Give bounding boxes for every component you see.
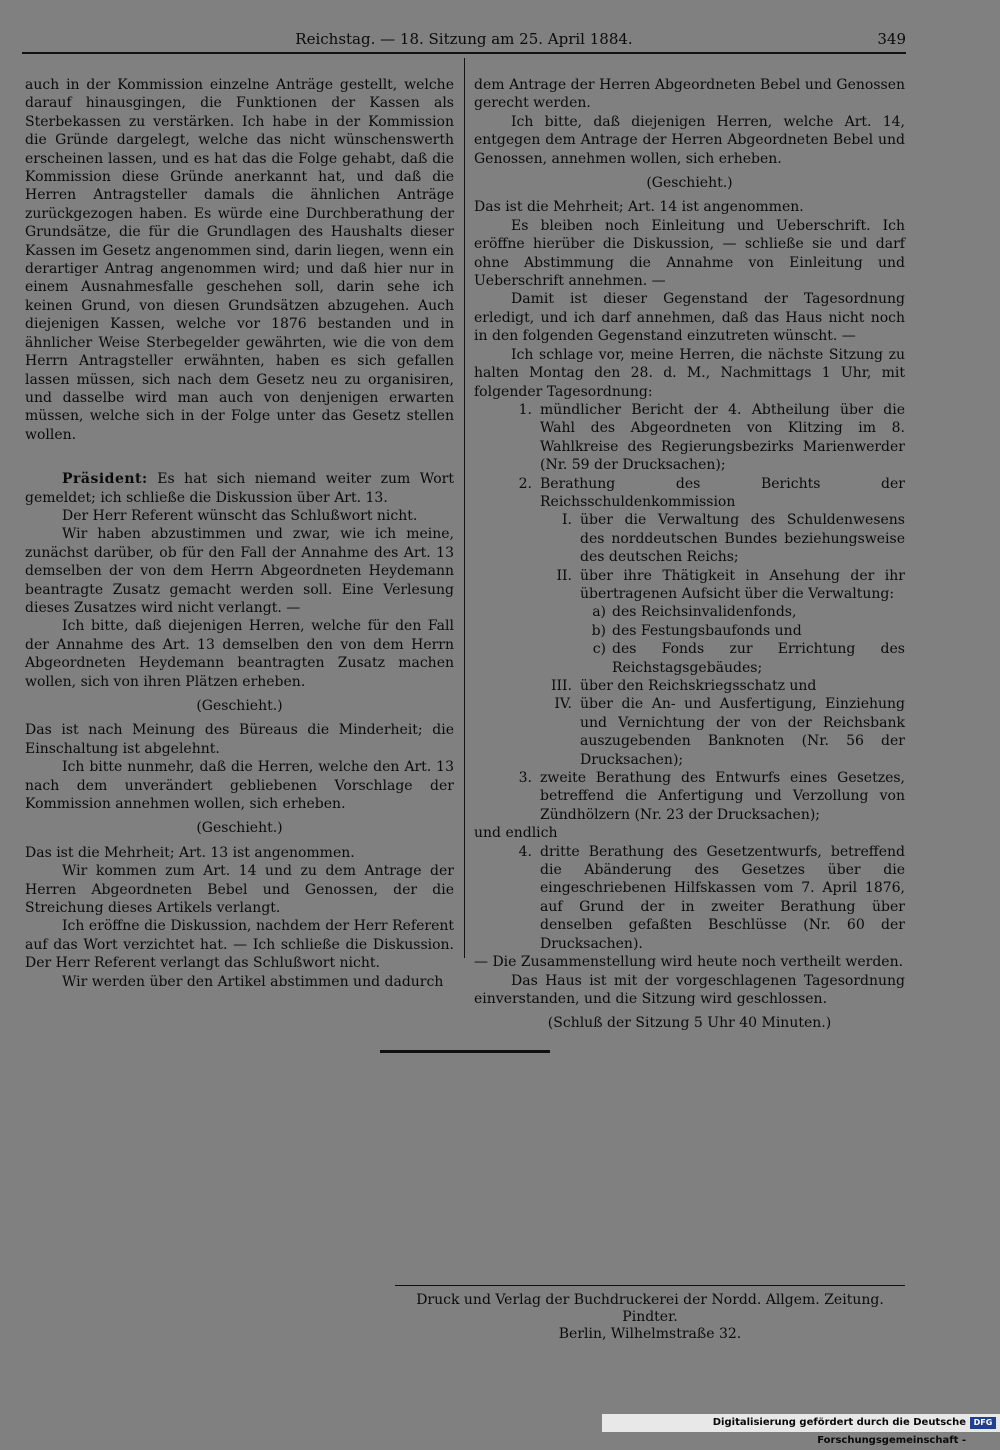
agenda-subsubitem [580,622,905,640]
agenda-subitem [532,677,905,695]
agenda-subsublist [580,603,905,677]
agenda-list [474,843,905,953]
paragraph: auch in der Kommission einzelne Anträge gestellt, welche darauf hinausgingen, die Funktionen der Kassen als Sterbekassen zu verstärken. Ich habe in der Kommission die Gründe dargelegt, welche das nicht wünschenswerth erscheinen lassen, und es hat das die Folge gehabt, daß die Kommission diese Gründe anerkannt hat, und daß die Herren Antragsteller damals die ähnlichen Anträge zurückgezogen haben. Es würde eine Durchberathung der Grundsätze, die für die Grundlagen des Haushalts dieser Kassen im Gesetz angenommen sind, darin liegen, wenn ein derartiger Antrag angenommen wird; und daß hier nur in einem Ausnahmesfalle geschehen soll, darin sehe ich keinen Grund, von diesen Grundsätzen abzugehen. Auch diejenigen Kassen, welche vor 1876 bestanden und in ähnlicher Weise Sterbegelder gewährten, wie die von dem Herrn Antragsteller erwähnten, haben es sich gefallen lassen müssen, sich nach dem Gesetz neu zu organisiren, und dasselbe wird man auch von denjenigen erwarten müssen, welche sich in der Folge unter das Gesetz stellen wollen. [25,77,454,443]
agenda-sublist [532,511,905,603]
item-text: dritte Berathung des Gesetzentwurfs, betreffend die Abänderung des Gesetzes über die eingeschriebenen Hilfskassen vom 7. April 1876, auf Grund der in zweiter Berathung über denselben gefaßten Beschlüsse (Nr. 60 der Drucksachen). [540,843,905,952]
paragraph [25,470,454,507]
agenda-item [474,401,905,475]
footer-rule [395,1285,905,1286]
agenda-subitem [532,567,905,604]
paragraph: Ich schlage vor, meine Herren, die nächste Sitzung zu halten Montag den 28. d. M., Nachmittags 1 Uhr, mit folgender Tagesordnung: [474,346,905,400]
item-number: 4. [518,843,532,860]
credit-text: Digitalisierung gefördert durch die Deutsche Forschungsgemeinschaft - [712,1417,966,1446]
paragraph: dem Antrage der Herren Abgeordneten Bebel und Genossen gerecht werden. [474,77,905,112]
item-number: II. [556,567,572,584]
stage-direction: (Geschieht.) [646,175,733,192]
page-number: 349 [877,30,906,48]
stage-direction: (Geschieht.) [196,698,283,714]
item-number: 3. [518,770,532,787]
paragraph: Das ist die Mehrheit; Art. 13 ist angenommen. [25,844,355,861]
paragraph: Wir werden über den Artikel abstimmen und dadurch [62,973,444,990]
item-text: über ihre Thätigkeit in Ansehung der ihr übertragenen Aufsicht über die Verwaltung: [580,567,905,602]
item-text: des Festungsbaufonds und [612,622,802,639]
item-number: IV. [554,696,572,713]
paragraph: Ich bitte nunmehr, daß die Herren, welche den Art. 13 nach dem unverändert gebliebenen Vorschlage der Kommission annehmen wollen, sich erheben. [25,759,454,813]
item-number: b) [591,622,606,639]
agenda-subitem [532,695,905,769]
item-number: 2. [518,475,532,492]
paragraph: Es bleiben noch Einleitung und Ueberschrift. Ich eröffne hierüber die Diskussion, — schließe sie und darf ohne Abstimmung die Annahme von Einleitung und Ueberschrift annehmen. — [474,217,905,290]
agenda-item [474,843,905,953]
page-header [22,28,906,54]
paragraph: Der Herr Referent wünscht das Schlußwort nicht. [62,507,418,524]
item-text: des Fonds zur Errichtung des Reichstagsgebäudes; [612,641,905,676]
agenda-subsubitem [580,640,905,677]
item-text: zweite Berathung des Entwurfs eines Gesetzes, betreffend die Anfertigung und Verzollung von Zündhölzern (Nr. 23 der Drucksachen); [540,770,905,823]
left-column [25,76,454,991]
paragraph: Wir kommen zum Art. 14 und zu dem Antrage der Herren Abgeordneten Bebel und Genossen, der die Streichung dieses Artikels verlangt. [25,863,454,917]
paragraph: — Die Zusammenstellung wird heute noch vertheilt werden. [474,954,904,971]
dfg-logo: DFG [970,1417,996,1429]
item-number: I. [562,512,572,529]
header-title: Reichstag. — 18. Sitzung am 25. April 1884. [295,30,633,48]
item-text: des Reichsinvalidenfonds, [612,604,797,621]
item-number: III. [550,678,572,694]
item-number: 1. [518,401,532,418]
paragraph: Ich eröffne die Diskussion, nachdem der Herr Referent auf das Wort verzichtet hat. — Ich schließe die Diskussion. Der Herr Referent verlangt das Schlußwort nicht. [25,918,454,972]
item-number: c) [592,641,606,658]
agenda-subsubitem [580,603,905,621]
item-text: Berathung des Berichts der Reichsschuldenkommission [540,475,905,510]
imprint [395,1292,905,1343]
paragraph: Das ist nach Meinung des Büreaus die Minderheit; die Einschaltung ist abgelehnt. [25,722,454,757]
item-text: über die An- und Ausfertigung, Einziehung und Vernichtung der von der Reichsbank auszugebenden Banknoten (Nr. 56 der Drucksachen); [580,696,905,768]
paragraph: Das ist die Mehrheit; Art. 14 ist angenommen. [474,199,804,216]
speech-text: Es hat sich niemand weiter zum Wort gemeldet; ich schließe die Diskussion über Art. 13. [25,471,454,506]
agenda-list [474,401,905,511]
digitization-credit [602,1414,1000,1446]
imprint-address: Berlin, Wilhelmstraße 32. [558,1326,742,1342]
paragraph: Wir haben abzustimmen und zwar, wie ich meine, zunächst darüber, ob für den Fall der Annahme des Art. 13 demselben der von dem Herrn Abgeordneten Heydemann beantragte Zusatz gemacht werden soll. Eine Verlesung dieses Zusatzes wird nicht verlangt. — [25,526,454,616]
right-column [474,76,905,1039]
agenda-sublist [532,677,905,769]
paragraph: Ich bitte, daß diejenigen Herren, welche Art. 14, entgegen dem Antrage der Herren Abgeordneten Bebel und Genossen, annehmen wollen, sich erheben. [474,113,905,167]
item-text: über den Reichskriegsschatz und [580,678,817,694]
section-rule [380,1050,550,1053]
item-text: über die Verwaltung des Schuldenwesens des norddeutschen Bundes beziehungsweise des deutschen Reichs; [580,512,905,566]
agenda-list [474,769,905,824]
item-text: mündlicher Bericht der 4. Abtheilung über die Wahl des Abgeordneten von Klitzing im 8. Wahlkreise des Regierungsbezirks Marienwerder (Nr. 59 der Drucksachen); [540,401,905,474]
stage-direction: (Geschieht.) [196,820,283,837]
imprint-line: Druck und Verlag der Buchdruckerei der Nordd. Allgem. Zeitung. Pindter. [416,1292,884,1325]
paragraph: und endlich [474,825,558,842]
item-number: a) [592,604,606,621]
agenda-item [474,769,905,824]
agenda-subitem [532,511,905,566]
column-divider [464,58,465,958]
agenda-item [474,475,905,512]
paragraph: Das Haus ist mit der vorgeschlagenen Tagesordnung einverstanden, und die Sitzung wird geschlossen. [474,972,905,1007]
paragraph: Ich bitte, daß diejenigen Herren, welche für den Fall der Annahme des Art. 13 demselben den von dem Herrn Abgeordneten Heydemann beantragten Zusatz machen wollen, sich von ihren Plätzen erheben. [25,618,454,690]
closing-note: (Schluß der Sitzung 5 Uhr 40 Minuten.) [547,1015,832,1032]
paragraph: Damit ist dieser Gegenstand der Tagesordnung erledigt, und ich darf annehmen, daß das Haus nicht noch in den folgenden Gegenstand einzutreten wünscht. — [474,291,905,345]
speaker-name: Präsident: [62,471,148,488]
